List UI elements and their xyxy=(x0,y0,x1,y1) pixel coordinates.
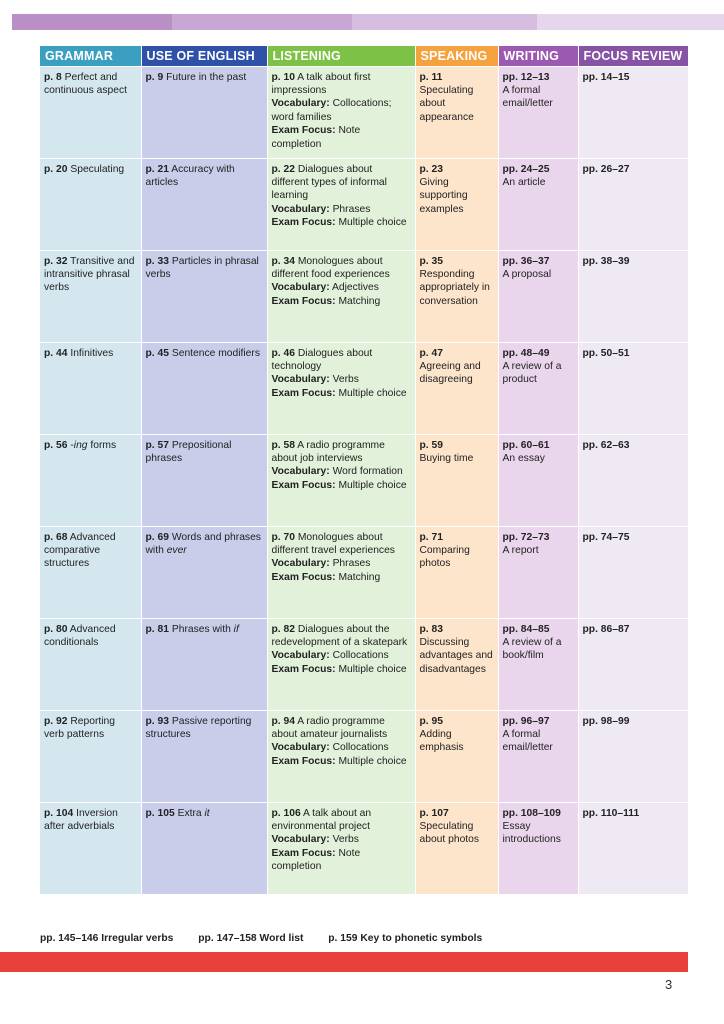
cell-speaking xyxy=(415,434,498,526)
cell-text: Particles in phrasal verbs xyxy=(145,255,259,280)
page-ref: p. 20 xyxy=(44,163,68,175)
cell-text: A review of a product xyxy=(502,360,562,386)
header-focus-review: FOCUS REVIEW xyxy=(578,46,688,66)
exam-focus-label: Exam Focus: xyxy=(271,295,336,307)
exam-focus-label: Exam Focus: xyxy=(271,755,336,767)
cell-text: Giving supporting examples xyxy=(419,176,468,215)
cell-text: An essay xyxy=(502,452,545,464)
cell-use-of-english xyxy=(141,342,267,434)
top-bar-segment xyxy=(12,14,172,30)
footer-red-bar xyxy=(0,952,688,972)
vocabulary-label: Vocabulary: xyxy=(271,650,330,662)
page-ref: p. 82 xyxy=(271,623,295,635)
vocabulary-text: Phrases xyxy=(332,558,371,570)
cell-text: A formal email/letter xyxy=(502,728,553,754)
table-row xyxy=(40,66,688,158)
page-ref: p. 57 xyxy=(145,439,169,451)
cell-text: Phrases with xyxy=(171,623,231,635)
page-ref: pp. 24–25 xyxy=(502,163,550,175)
vocabulary-label: Vocabulary: xyxy=(271,282,330,294)
exam-focus-label: Exam Focus: xyxy=(271,847,336,859)
page-ref: p. 80 xyxy=(44,623,68,635)
vocabulary-text: Collocations xyxy=(332,742,389,754)
page-ref: pp. 110–111 xyxy=(582,807,640,819)
cell-text: Infinitives xyxy=(70,347,114,359)
cell-text: A talk about an environmental project xyxy=(271,807,372,832)
cell-text: forms xyxy=(90,439,117,451)
cell-focus-review xyxy=(578,250,688,342)
footer-ref: pp. 145–146 Irregular verbs xyxy=(40,933,174,944)
cell-writing xyxy=(498,618,578,710)
cell-writing xyxy=(498,250,578,342)
page-ref: p. 11 xyxy=(419,71,443,83)
page-ref: pp. 98–99 xyxy=(582,715,630,727)
exam-focus-label: Exam Focus: xyxy=(271,387,336,399)
cell-listening xyxy=(267,434,415,526)
cell-writing xyxy=(498,158,578,250)
page-ref: p. 68 xyxy=(44,531,68,543)
exam-focus-label: Exam Focus: xyxy=(271,479,336,491)
cell-use-of-english xyxy=(141,434,267,526)
cell-listening xyxy=(267,802,415,894)
cell-grammar xyxy=(40,526,141,618)
cell-use-of-english xyxy=(141,250,267,342)
cell-text: A review of a book/film xyxy=(502,636,562,662)
cell-text: An article xyxy=(502,176,546,188)
vocabulary-label: Vocabulary: xyxy=(271,558,330,570)
cell-text: Future in the past xyxy=(166,71,247,83)
page-ref: pp. 36–37 xyxy=(502,255,550,267)
vocabulary-text: Collocations xyxy=(332,650,389,662)
vocabulary-label: Vocabulary: xyxy=(271,466,330,478)
cell-speaking xyxy=(415,618,498,710)
header-grammar: GRAMMAR xyxy=(40,46,141,66)
page-ref: p. 104 xyxy=(44,807,74,819)
vocabulary-label: Vocabulary: xyxy=(271,742,330,754)
page-ref: p. 81 xyxy=(145,623,169,635)
cell-text: Buying time xyxy=(419,452,474,464)
cell-text-italic: if xyxy=(233,623,239,635)
cell-text: Transitive and intransitive phrasal verbs xyxy=(44,255,135,294)
cell-grammar xyxy=(40,434,141,526)
page-ref: p. 71 xyxy=(419,531,443,543)
cell-text-italic: ing xyxy=(73,439,88,451)
cell-text: Extra xyxy=(177,807,202,819)
cell-text: Discussing advantages and disadvantages xyxy=(419,636,493,675)
page-ref: p. 8 xyxy=(44,71,62,83)
exam-focus-label: Exam Focus: xyxy=(271,571,336,583)
cell-focus-review xyxy=(578,434,688,526)
header-speaking: SPEAKING xyxy=(415,46,498,66)
page-ref: p. 106 xyxy=(271,807,301,819)
cell-text: Dialogues about different types of informal learning xyxy=(271,163,387,202)
cell-text: Passive reporting structures xyxy=(145,715,252,740)
exam-focus-text: Multiple choice xyxy=(338,387,407,399)
cell-grammar xyxy=(40,618,141,710)
top-bar-segment xyxy=(537,14,724,30)
exam-focus-text: Matching xyxy=(338,295,381,307)
cell-speaking xyxy=(415,802,498,894)
cell-use-of-english xyxy=(141,802,267,894)
page-ref: p. 69 xyxy=(145,531,169,543)
cell-listening xyxy=(267,618,415,710)
page-number: 3 xyxy=(665,977,673,992)
cell-use-of-english xyxy=(141,710,267,802)
cell-listening xyxy=(267,710,415,802)
page-ref: p. 46 xyxy=(271,347,295,359)
cell-text: Perfect and continuous aspect xyxy=(44,71,128,96)
cell-speaking xyxy=(415,526,498,618)
cell-focus-review xyxy=(578,802,688,894)
page-ref: p. 105 xyxy=(145,807,175,819)
cell-text: Speculating about appearance xyxy=(419,84,474,123)
cell-text: Advanced conditionals xyxy=(44,623,116,648)
contents-body xyxy=(40,66,688,894)
page-ref: pp. 26–27 xyxy=(582,163,630,175)
cell-text: Accuracy with articles xyxy=(145,163,235,188)
cell-listening xyxy=(267,526,415,618)
header-listening: LISTENING xyxy=(267,46,415,66)
page-ref: pp. 84–85 xyxy=(502,623,550,635)
cell-text: Prepositional phrases xyxy=(145,439,232,464)
page-ref: p. 45 xyxy=(145,347,169,359)
table-row xyxy=(40,434,688,526)
page-ref: pp. 72–73 xyxy=(502,531,550,543)
page-ref: p. 70 xyxy=(271,531,295,543)
cell-text: Dialogues about the redevelopment of a skatepark xyxy=(271,623,408,648)
table-row xyxy=(40,158,688,250)
vocabulary-text: Phrases xyxy=(332,203,371,215)
vocabulary-label: Vocabulary: xyxy=(271,98,330,110)
cell-writing xyxy=(498,710,578,802)
page-ref: pp. 86–87 xyxy=(582,623,630,635)
top-bar-segment xyxy=(352,14,537,30)
page-ref: p. 34 xyxy=(271,255,295,267)
cell-speaking xyxy=(415,66,498,158)
page-ref: p. 9 xyxy=(145,71,164,83)
cell-text: Adding emphasis xyxy=(419,728,464,754)
vocabulary-text: Word formation xyxy=(332,466,403,478)
page-ref: pp. 50–51 xyxy=(582,347,630,359)
footer-ref: pp. 147–158 Word list xyxy=(198,933,304,944)
exam-focus-text: Note completion xyxy=(271,847,361,873)
exam-focus-text: Multiple choice xyxy=(338,663,407,675)
cell-speaking xyxy=(415,158,498,250)
cell-text: Speculating xyxy=(70,163,125,175)
exam-focus-label: Exam Focus: xyxy=(271,125,336,137)
cell-focus-review xyxy=(578,526,688,618)
vocabulary-text: Adjectives xyxy=(331,282,379,294)
cell-text: Comparing photos xyxy=(419,544,470,570)
page-ref: p. 47 xyxy=(419,347,443,359)
page-ref: pp. 12–13 xyxy=(502,71,550,83)
page-ref: p. 95 xyxy=(419,715,443,727)
cell-listening xyxy=(267,250,415,342)
cell-focus-review xyxy=(578,618,688,710)
page-ref: p. 44 xyxy=(44,347,68,359)
page-ref: p. 107 xyxy=(419,807,449,819)
cell-text: Responding appropriately in conversation xyxy=(419,268,490,307)
page-ref: pp. 60–61 xyxy=(502,439,550,451)
page-ref: pp. 96–97 xyxy=(502,715,550,727)
vocabulary-text: Collocations; word families xyxy=(271,98,392,123)
table-row xyxy=(40,342,688,434)
page-ref: p. 10 xyxy=(271,71,295,83)
exam-focus-text: Multiple choice xyxy=(338,217,407,229)
cell-text: - xyxy=(70,439,74,451)
page-ref: p. 83 xyxy=(419,623,443,635)
cell-text: A report xyxy=(502,544,539,556)
cell-grammar xyxy=(40,710,141,802)
cell-text: Sentence modifiers xyxy=(171,347,260,359)
table-row xyxy=(40,526,688,618)
page-ref: pp. 74–75 xyxy=(582,531,630,543)
page-ref: p. 35 xyxy=(419,255,443,267)
cell-speaking xyxy=(415,710,498,802)
cell-listening xyxy=(267,158,415,250)
cell-focus-review xyxy=(578,342,688,434)
page-ref: p. 33 xyxy=(145,255,169,267)
top-bar-segment xyxy=(172,14,352,30)
page-ref: p. 94 xyxy=(271,715,295,727)
cell-use-of-english xyxy=(141,618,267,710)
cell-use-of-english xyxy=(141,66,267,158)
header-row xyxy=(40,46,688,66)
cell-text-italic: ever xyxy=(166,544,187,556)
exam-focus-label: Exam Focus: xyxy=(271,217,336,229)
cell-use-of-english xyxy=(141,526,267,618)
exam-focus-label: Exam Focus: xyxy=(271,663,336,675)
cell-text: Monologues about different food experiences xyxy=(271,255,390,280)
page-ref: p. 56 xyxy=(44,439,68,451)
page-ref: p. 23 xyxy=(419,163,443,175)
page-ref: p. 59 xyxy=(419,439,443,451)
cell-text: A proposal xyxy=(502,268,552,280)
footer-references xyxy=(40,933,504,944)
vocabulary-label: Vocabulary: xyxy=(271,834,330,846)
cell-text: Speculating about photos xyxy=(419,820,480,846)
page-ref: p. 22 xyxy=(271,163,295,175)
table-row xyxy=(40,710,688,802)
cell-text: A formal email/letter xyxy=(502,84,553,110)
exam-focus-text: Multiple choice xyxy=(338,755,407,767)
cell-text: Advanced comparative structures xyxy=(44,531,116,570)
cell-grammar xyxy=(40,66,141,158)
page-ref: p. 32 xyxy=(44,255,68,267)
cell-text: Essay introductions xyxy=(502,820,561,846)
exam-focus-text: Multiple choice xyxy=(338,479,407,491)
cell-use-of-english xyxy=(141,158,267,250)
table-row xyxy=(40,618,688,710)
cell-writing xyxy=(498,342,578,434)
page-ref: pp. 48–49 xyxy=(502,347,550,359)
contents-table xyxy=(40,46,689,894)
page-ref: p. 58 xyxy=(271,439,295,451)
cell-focus-review xyxy=(578,66,688,158)
cell-speaking xyxy=(415,250,498,342)
page-ref: p. 92 xyxy=(44,715,68,727)
cell-writing xyxy=(498,434,578,526)
cell-grammar xyxy=(40,802,141,894)
header-writing: WRITING xyxy=(498,46,578,66)
cell-text-italic: it xyxy=(204,807,210,819)
footer-ref: p. 159 Key to phonetic symbols xyxy=(328,933,483,944)
page-ref: pp. 108–109 xyxy=(502,807,561,819)
cell-writing xyxy=(498,802,578,894)
vocabulary-label: Vocabulary: xyxy=(271,374,330,386)
table-row xyxy=(40,250,688,342)
cell-listening xyxy=(267,342,415,434)
cell-text: Inversion after adverbials xyxy=(44,807,118,832)
page-ref: pp. 14–15 xyxy=(582,71,630,83)
cell-text: Agreeing and disagreeing xyxy=(419,360,481,386)
cell-grammar xyxy=(40,342,141,434)
vocabulary-label: Vocabulary: xyxy=(271,203,330,215)
vocabulary-text: Verbs xyxy=(332,374,359,386)
cell-text: Words and phrases with xyxy=(145,531,261,556)
page-ref: pp. 38–39 xyxy=(582,255,630,267)
cell-text: Reporting verb patterns xyxy=(44,715,115,740)
exam-focus-text: Matching xyxy=(338,571,381,583)
cell-writing xyxy=(498,66,578,158)
page-ref: pp. 62–63 xyxy=(582,439,630,451)
page-ref: p. 93 xyxy=(145,715,169,727)
cell-text: Monologues about different travel experiences xyxy=(271,531,395,556)
header-use-of-english: USE OF ENGLISH xyxy=(141,46,267,66)
cell-focus-review xyxy=(578,158,688,250)
exam-focus-text: Note completion xyxy=(271,125,361,150)
cell-speaking xyxy=(415,342,498,434)
table-row xyxy=(40,802,688,894)
cell-text: Dialogues about technology xyxy=(271,347,373,372)
cell-grammar xyxy=(40,158,141,250)
cell-text: A radio programme about amateur journalists xyxy=(271,715,388,740)
cell-listening xyxy=(267,66,415,158)
cell-writing xyxy=(498,526,578,618)
top-decorative-bar xyxy=(12,14,724,30)
page-ref: p. 21 xyxy=(145,163,169,175)
cell-text: A talk about first impressions xyxy=(271,71,371,96)
cell-focus-review xyxy=(578,710,688,802)
cell-grammar xyxy=(40,250,141,342)
vocabulary-text: Verbs xyxy=(332,834,359,846)
cell-text: A radio programme about job interviews xyxy=(271,439,385,464)
